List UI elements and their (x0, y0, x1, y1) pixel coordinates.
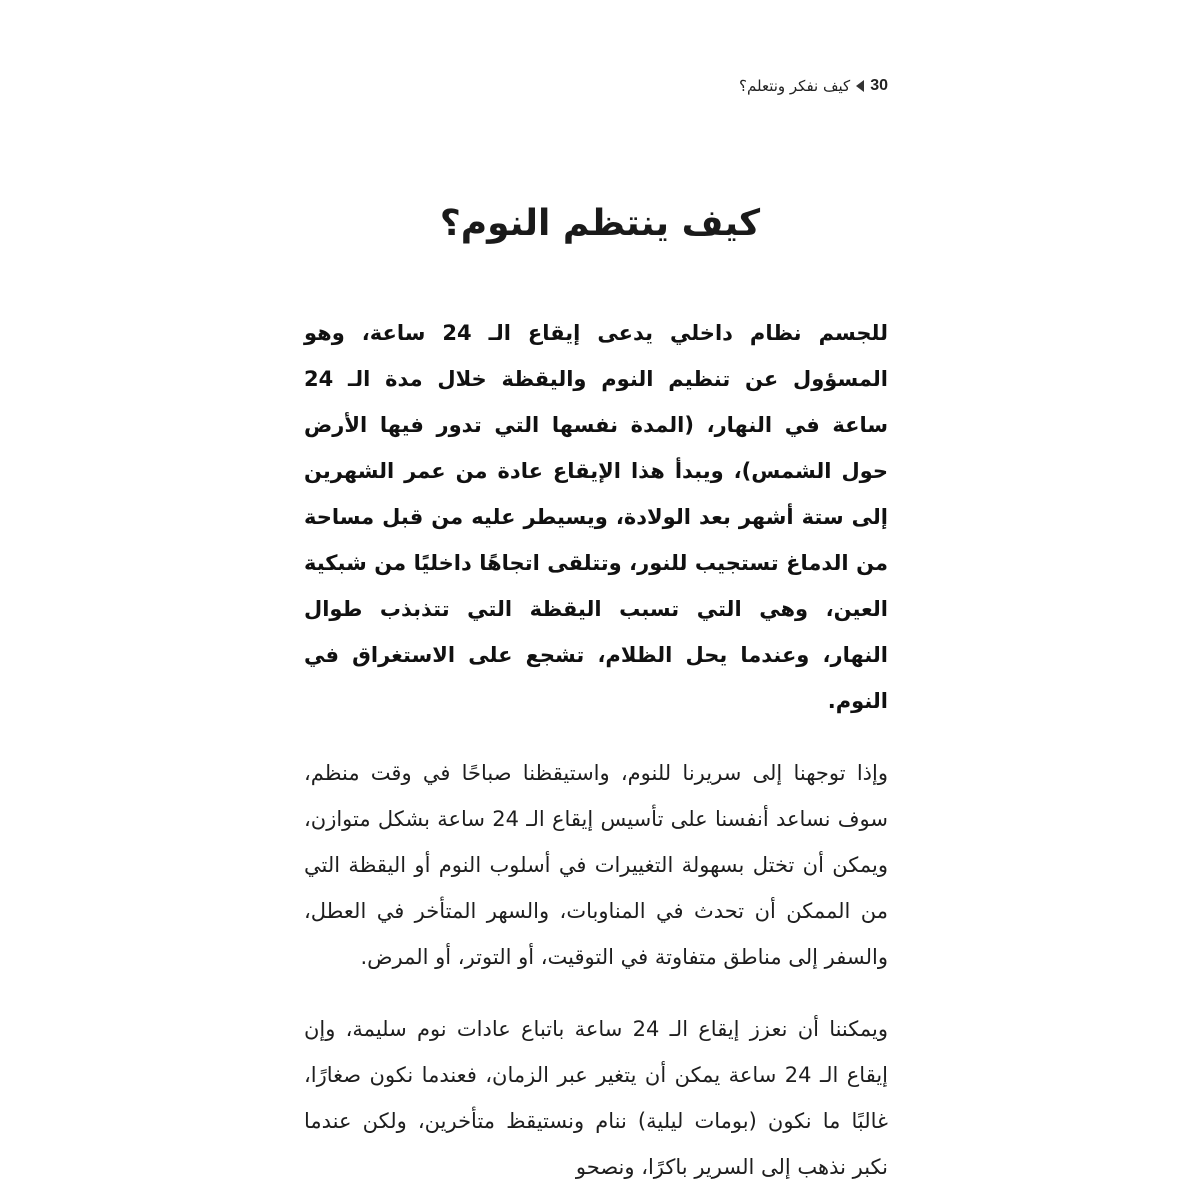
chapter-title: كيف ينتظم النوم؟ (439, 203, 761, 244)
paragraph-3: ويمكننا أن نعزز إيقاع الـ 24 ساعة باتباع عادات نوم سليمة، وإن إيقاع الـ 24 ساعة يمكن أن يتغير عبر الزمان، فعندما نكون صغارًا، غالبًا ما نكون (بومات ليلية) ننام ونستيقظ متأخرين، ولكن عندما نكبر نذهب إلى السرير باكرًا، ونصحو (304, 1017, 888, 1179)
body-text (304, 310, 888, 1190)
paragraph-2: وإذا توجهنا إلى سريرنا للنوم، واستيقظنا صباحًا في وقت منظم، سوف نساعد أنفسنا على تأسيس إيقاع الـ 24 ساعة بشكل متوازن، ويمكن أن تختل بسهولة التغييرات في أسلوب النوم أو اليقظة التي من الممكن أن تحدث في المناوبات، والسهر المتأخر في العطل، والسفر إلى مناطق متفاوتة في التوقيت، أو التوتر، أو المرض. (304, 761, 889, 969)
book-title: كيف نفكر ونتعلم؟ (739, 77, 851, 95)
page-number: 30 (870, 77, 888, 94)
paragraph-1: للجسم نظام داخلي يدعى إيقاع الـ 24 ساعة، وهو المسؤول عن تنظيم النوم واليقظة خلال مدة الـ 24 ساعة في النهار، (المدة نفسها التي تدور فيها الأرض حول الشمس)، ويبدأ هذا الإيقاع عادة من عمر الشهرين إلى ستة أشهر بعد الولادة، ويسيطر عليه من قبل مساحة من الدماغ تستجيب للنور، وتتلقى اتجاهًا داخليًا من شبكية العين، وهي التي تسبب اليقظة التي تتذبذب طوال النهار، وعندما يحل الظلام، تشجع على الاستغراق في النوم. (304, 321, 888, 713)
arrow-left-icon (856, 80, 864, 92)
running-header (739, 77, 888, 95)
